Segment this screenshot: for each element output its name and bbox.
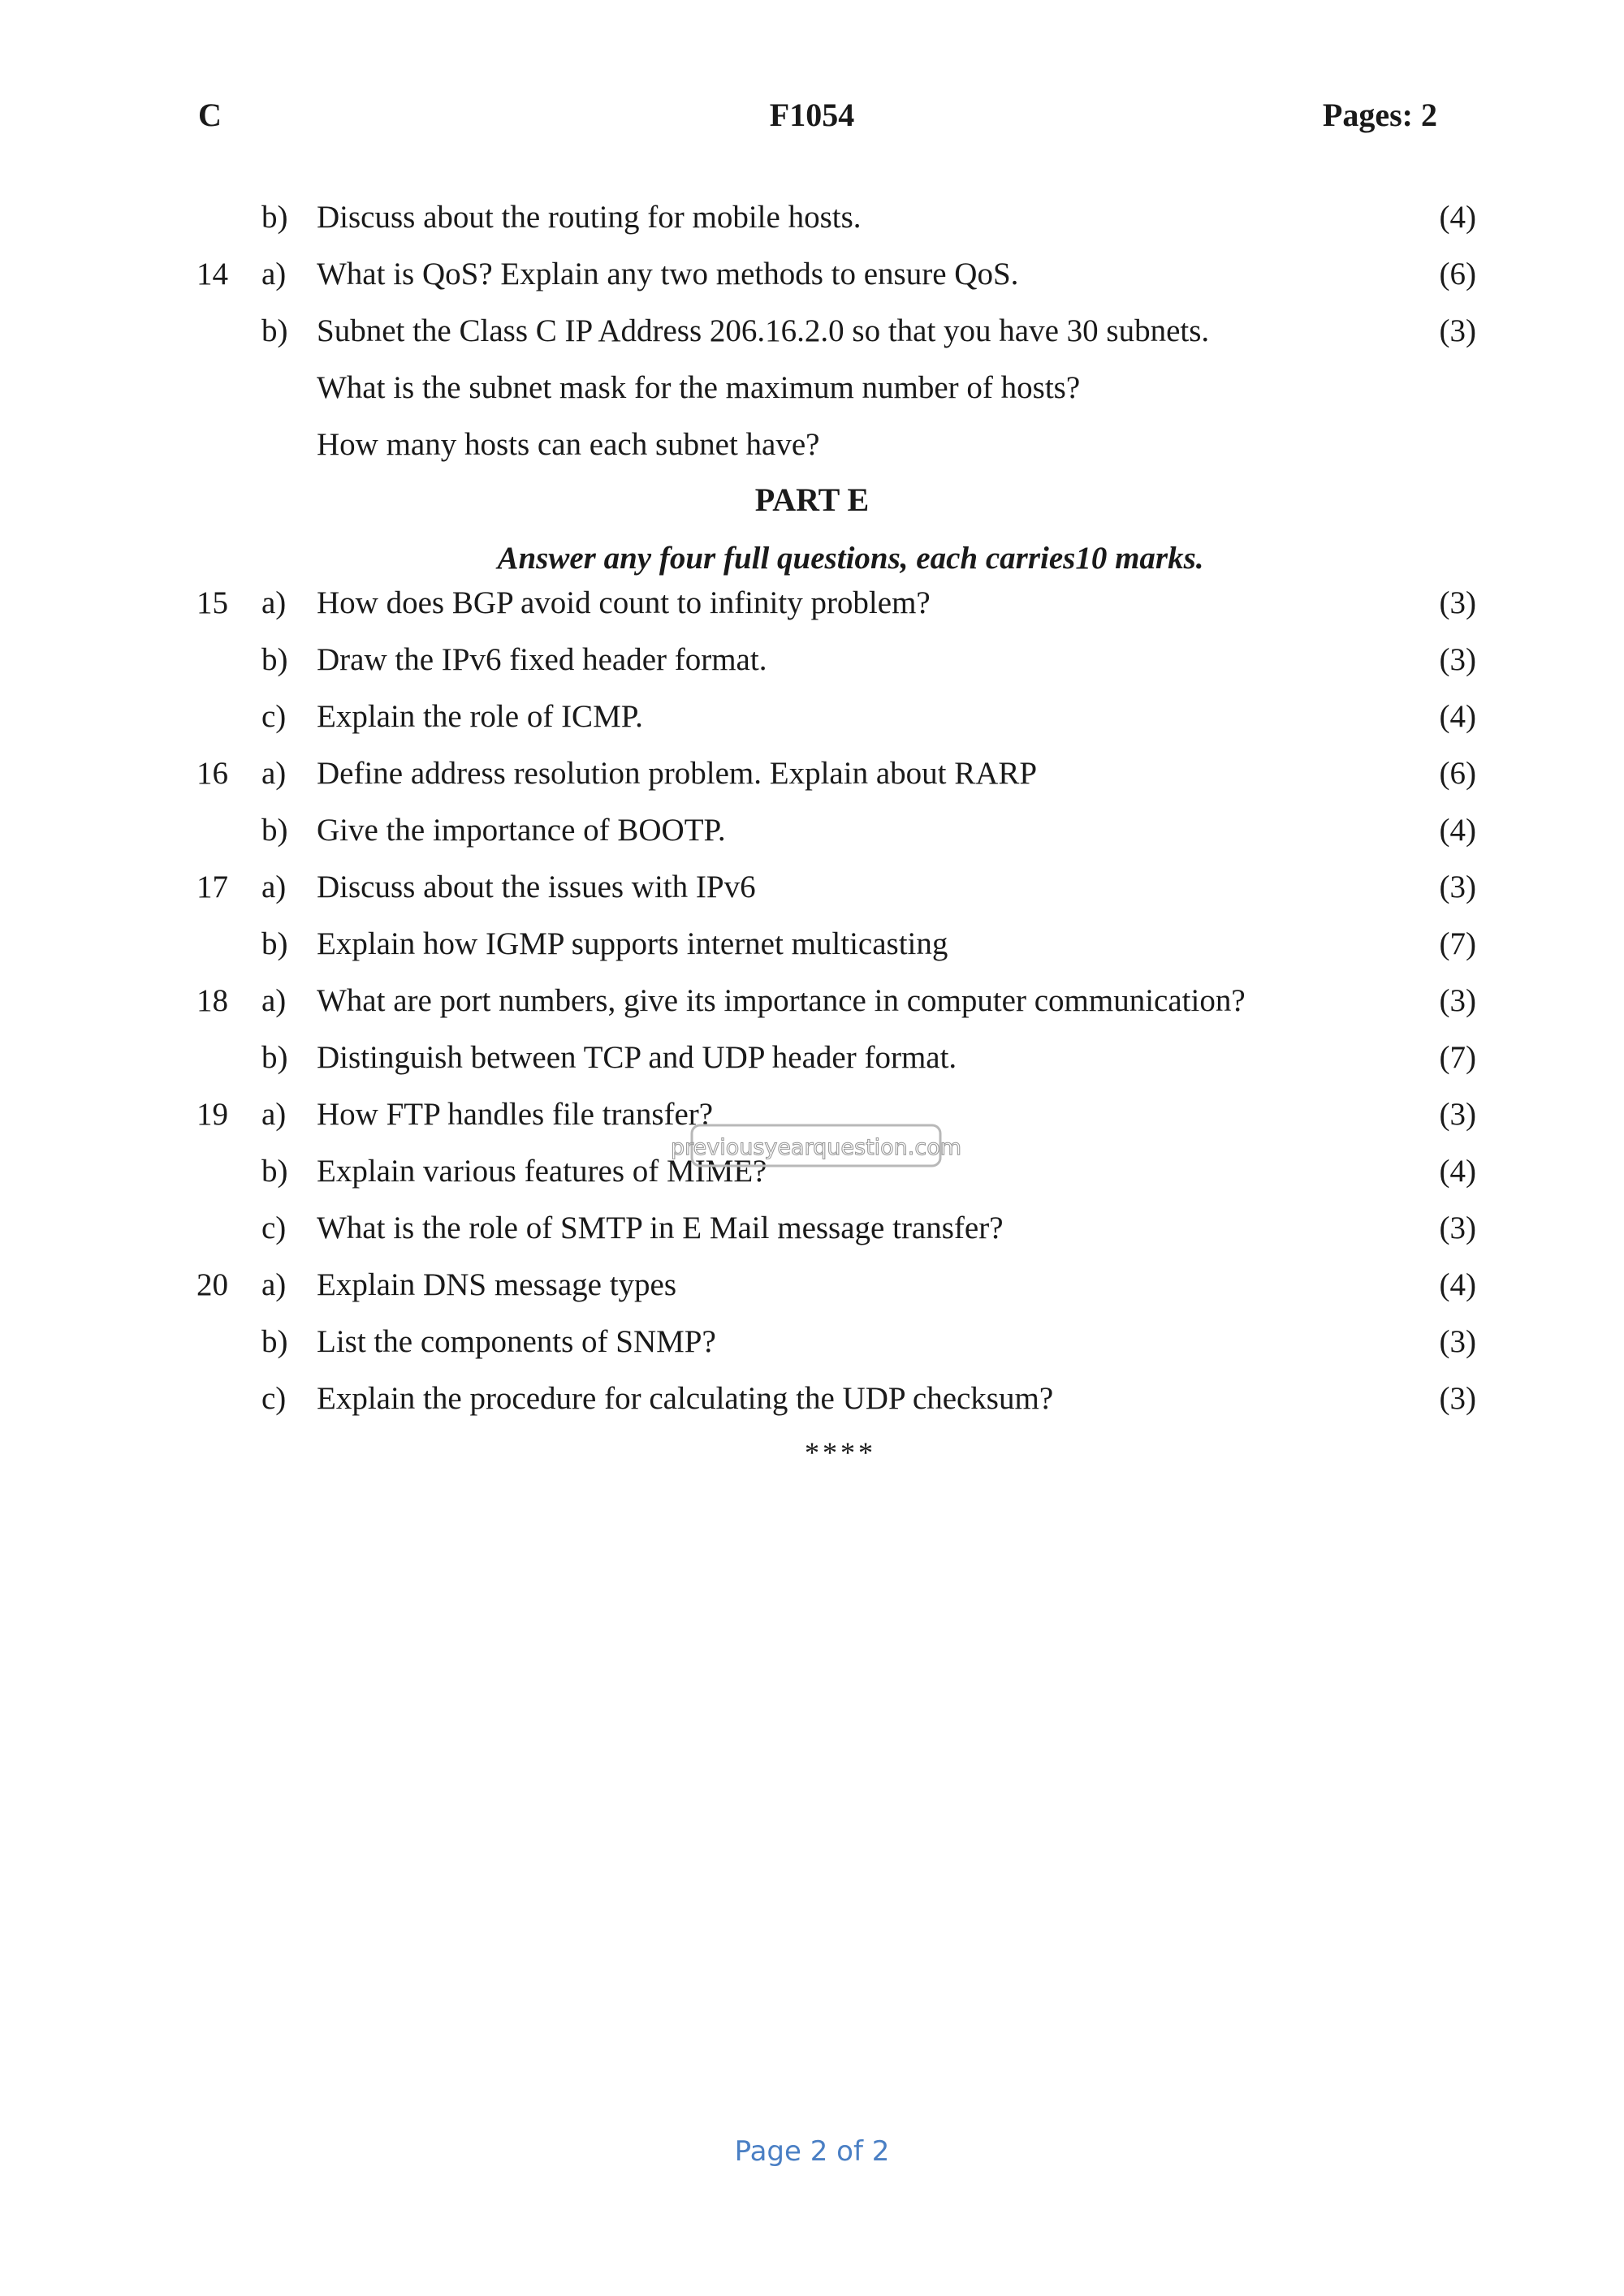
sub-label: a) [261, 983, 287, 1018]
question-row [0, 1035, 1624, 1081]
question-row [0, 309, 1624, 354]
marks: (4) [1439, 1154, 1476, 1189]
question-row [0, 865, 1624, 910]
question-row [0, 978, 1624, 1024]
page-count: Pages: 2 [1322, 97, 1437, 133]
question-row [0, 637, 1624, 683]
question-text: How many hosts can each subnet have? [317, 427, 820, 462]
sub-label: b) [261, 1324, 288, 1359]
question-row [0, 1262, 1624, 1308]
question-text: Explain DNS message types [317, 1267, 677, 1302]
question-text: Explain various features of MIME? [317, 1154, 767, 1189]
question-text: Explain how IGMP supports internet multicasting [317, 926, 948, 961]
question-row [0, 580, 1624, 626]
page-footer: Page 2 of 2 [734, 2135, 890, 2168]
question-text: Give the importance of BOOTP. [317, 813, 726, 848]
watermark-text: previousyearquestion.com [670, 1135, 962, 1160]
sub-label: a) [261, 1097, 287, 1132]
question-number: 19 [197, 1097, 228, 1132]
question-number: 16 [197, 756, 228, 791]
marks: (3) [1439, 585, 1476, 620]
question-number: 20 [197, 1267, 228, 1302]
sub-label: a) [261, 756, 287, 791]
question-row [0, 1376, 1624, 1422]
question-text: Distinguish between TCP and UDP header format. [317, 1040, 957, 1075]
sub-label: a) [261, 585, 287, 620]
question-text: Discuss about the issues with IPv6 [317, 870, 756, 904]
marks: (3) [1439, 313, 1476, 348]
question-text: What is the subnet mask for the maximum number of hosts? [317, 370, 1081, 405]
question-row [0, 1206, 1624, 1251]
question-row [0, 921, 1624, 967]
question-text: Define address resolution problem. Explain about RARP [317, 756, 1038, 791]
question-row [0, 195, 1624, 240]
question-text: How does BGP avoid count to infinity problem? [317, 585, 931, 620]
sub-label: b) [261, 1040, 288, 1075]
marks: (7) [1439, 1040, 1476, 1075]
marks: (7) [1439, 926, 1476, 961]
sub-label: b) [261, 200, 288, 235]
question-text: Explain the procedure for calculating the UDP checksum? [317, 1381, 1054, 1416]
marks: (3) [1439, 1211, 1476, 1245]
question-text: What is the role of SMTP in E Mail message transfer? [317, 1211, 1004, 1245]
question-text: Subnet the Class C IP Address 206.16.2.0 so that you have 30 subnets. [317, 313, 1210, 348]
sub-label: b) [261, 1154, 288, 1189]
marks: (3) [1439, 983, 1476, 1018]
marks: (6) [1439, 257, 1476, 291]
sub-label: c) [261, 1381, 287, 1416]
marks: (3) [1439, 1097, 1476, 1132]
question-text: What are port numbers, give its importance in computer communication? [317, 983, 1246, 1018]
question-continuation [0, 365, 1624, 411]
question-number: 18 [197, 983, 228, 1018]
question-number: 17 [197, 870, 228, 904]
watermark-stamp [670, 1124, 962, 1167]
sub-label: c) [261, 1211, 287, 1245]
sub-label: c) [261, 699, 287, 734]
question-row [0, 1319, 1624, 1365]
question-row [0, 252, 1624, 297]
part-title: PART E [754, 481, 870, 518]
sub-label: b) [261, 642, 288, 677]
sub-label: a) [261, 870, 287, 904]
end-of-paper-mark: **** [805, 1436, 876, 1469]
marks: (3) [1439, 1381, 1476, 1416]
marks: (4) [1439, 699, 1476, 734]
question-text: Explain the role of ICMP. [317, 699, 643, 734]
question-row [0, 808, 1624, 853]
marks: (4) [1439, 813, 1476, 848]
marks: (6) [1439, 756, 1476, 791]
question-row [0, 751, 1624, 796]
sub-label: a) [261, 1267, 287, 1302]
question-row [0, 694, 1624, 740]
question-number: 14 [197, 257, 228, 291]
marks: (4) [1439, 200, 1476, 235]
sub-label: b) [261, 926, 288, 961]
part-instruction: Answer any four full questions, each carries10 marks. [497, 541, 1204, 576]
marks: (3) [1439, 870, 1476, 904]
sub-label: b) [261, 813, 288, 848]
question-text: How FTP handles file transfer? [317, 1097, 714, 1132]
question-continuation [0, 422, 1624, 468]
question-text: Draw the IPv6 fixed header format. [317, 642, 767, 677]
sub-label: a) [261, 257, 287, 291]
sub-label: b) [261, 313, 288, 348]
marks: (3) [1439, 1324, 1476, 1359]
question-text: Discuss about the routing for mobile hosts. [317, 200, 862, 235]
marks: (3) [1439, 642, 1476, 677]
question-text: List the components of SNMP? [317, 1324, 716, 1359]
paper-code: C [198, 97, 222, 133]
question-number: 15 [197, 585, 228, 620]
paper-id: F1054 [769, 97, 855, 133]
marks: (4) [1439, 1267, 1476, 1302]
question-text: What is QoS? Explain any two methods to ensure QoS. [317, 257, 1019, 291]
